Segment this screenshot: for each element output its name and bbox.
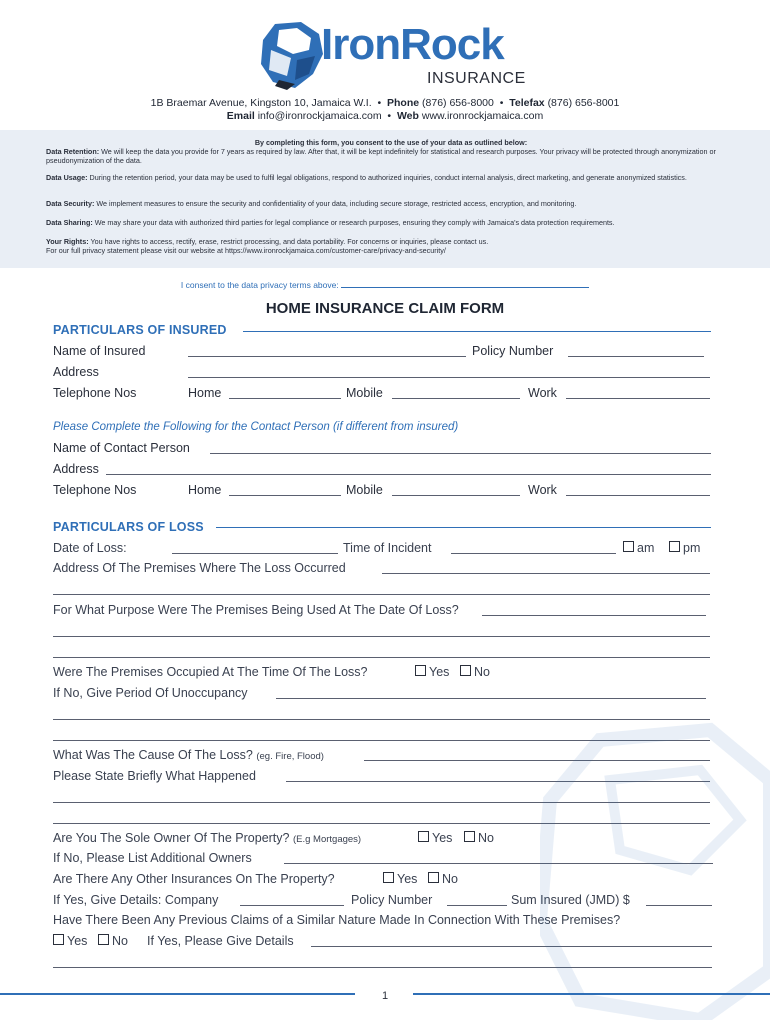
sharing-label: Data Sharing: (46, 218, 93, 227)
sole-owner-no-label: No (478, 831, 494, 845)
home-phone-label: Home (188, 386, 222, 400)
separator: • (377, 97, 382, 109)
contact-work-field[interactable] (566, 495, 710, 496)
contact-telephone-label: Telephone Nos (53, 483, 137, 497)
company-label: If Yes, Give Details: Company (53, 893, 219, 907)
time-of-incident-label: Time of Incident (343, 541, 432, 555)
occupied-label: Were The Premises Occupied At The Time Of The Loss? (53, 665, 368, 679)
contact-person-note: Please Complete the Following for the Contact Person (if different from insured) (53, 421, 459, 433)
occupied-no-label: No (474, 665, 490, 679)
briefly-label: Please State Briefly What Happened (53, 769, 256, 783)
contact-line-2 (0, 110, 770, 122)
pm-label: pm (683, 541, 701, 555)
security-label: Data Security: (46, 199, 95, 208)
previous-claims-no-label: No (112, 934, 128, 948)
time-of-incident-field[interactable] (451, 553, 616, 554)
occupied-yes-checkbox[interactable] (415, 665, 426, 676)
home-phone-field[interactable] (229, 398, 341, 399)
purpose-label: For What Purpose Were The Premises Being Used At The Date Of Loss? (53, 603, 459, 617)
section-divider (243, 331, 711, 332)
website-link[interactable]: www.ironrockjamaica.com (421, 110, 544, 122)
web-label: Web (396, 110, 419, 122)
ironrock-logo-icon (257, 20, 327, 92)
other-insurances-no-checkbox[interactable] (428, 872, 439, 883)
company-address: 1B Braemar Avenue, Kingston 10, Jamaica W.I. (150, 97, 372, 109)
contact-person-name-label: Name of Contact Person (53, 441, 190, 455)
email-label: Email (226, 110, 255, 122)
sole-owner-no-checkbox[interactable] (464, 831, 475, 842)
watermark-rock-icon (540, 720, 770, 1020)
work-phone-field[interactable] (566, 398, 710, 399)
date-of-loss-field[interactable] (172, 553, 338, 554)
purpose-field[interactable] (482, 615, 706, 616)
date-of-loss-label: Date of Loss: (53, 541, 127, 555)
other-insurances-yes-checkbox[interactable] (383, 872, 394, 883)
privacy-usage (46, 173, 736, 182)
other-insurances-no-label: No (442, 872, 458, 886)
sharing-text: We may share your data with authorized third parties for legal compliance or research purposes, ensuring they comply with Jamaica's data protection requirements. (94, 218, 615, 227)
contact-mobile-label: Mobile (346, 483, 383, 497)
other-insurances-label: Are There Any Other Insurances On The Property? (53, 872, 335, 886)
pm-checkbox[interactable] (669, 541, 680, 552)
other-policy-number-field[interactable] (447, 905, 507, 906)
contact-work-label: Work (528, 483, 557, 497)
am-checkbox[interactable] (623, 541, 634, 552)
contact-home-label: Home (188, 483, 222, 497)
usage-text: During the retention period, your data may be used to fulfil legal obligations, respond to authorized inquiries, conduct internal analysis, direct marketing, and generate anonymized statistics. (89, 173, 687, 182)
premises-address-field-2[interactable] (53, 594, 710, 595)
cause-label (53, 748, 324, 762)
contact-home-field[interactable] (229, 495, 341, 496)
phone-value: (876) 656-8000 (422, 97, 494, 109)
mobile-phone-field[interactable] (392, 398, 520, 399)
policy-number-label: Policy Number (472, 344, 554, 358)
rights-label: Your Rights: (46, 237, 89, 246)
previous-claims-no-checkbox[interactable] (98, 934, 109, 945)
address-field[interactable] (188, 377, 710, 378)
separator: • (499, 97, 504, 109)
consent-label: I consent to the data privacy terms above: (180, 280, 339, 290)
consent-signature-field[interactable] (341, 279, 589, 288)
contact-line-1 (0, 97, 770, 109)
address-label: Address (53, 365, 99, 379)
sole-owner-label (53, 831, 361, 845)
sole-owner-example: (E.g Mortgages) (292, 834, 362, 845)
section-divider (216, 527, 711, 528)
contact-mobile-field[interactable] (392, 495, 520, 496)
policy-number-field[interactable] (568, 356, 704, 357)
give-details-label: If Yes, Please Give Details (147, 934, 294, 948)
retention-text: We will keep the data you provide for 7 years as required by law. After that, it will be kept indefinitely for statistical and research purposes. Your privacy will be protected through anonymization or pseudonymization of the data. (46, 147, 716, 166)
sole-owner-text: Are You The Sole Owner Of The Property? (53, 831, 290, 845)
premises-address-label: Address Of The Premises Where The Loss Occurred (53, 561, 346, 575)
section-heading-insured: PARTICULARS OF INSURED (53, 323, 227, 337)
name-of-insured-field[interactable] (188, 356, 466, 357)
telephone-label: Telephone Nos (53, 386, 137, 400)
other-owners-label: If No, Please List Additional Owners (53, 851, 252, 865)
page-number: 1 (381, 990, 389, 1002)
consent-line (0, 279, 770, 290)
security-text: We implement measures to ensure the security and confidentiality of your data, including secure storage, restricted access, encryption, and monitoring. (96, 199, 577, 208)
unoccupancy-label: If No, Give Period Of Unoccupancy (53, 686, 248, 700)
email-link[interactable]: info@ironrockjamaica.com (257, 110, 382, 122)
sole-owner-yes-label: Yes (432, 831, 453, 845)
rights-text: You have rights to access, rectify, erase, restrict processing, and data portability. For concerns or inquiries, please contact us. (90, 237, 489, 246)
previous-claims-label: Have There Been Any Previous Claims of a Similar Nature Made In Connection With These Premises? (53, 913, 621, 927)
mobile-phone-label: Mobile (346, 386, 383, 400)
privacy-security (46, 199, 736, 208)
sum-insured-label: Sum Insured (JMD) $ (511, 893, 630, 907)
privacy-sharing (46, 218, 736, 227)
occupied-yes-label: Yes (429, 665, 450, 679)
usage-label: Data Usage: (46, 173, 88, 182)
sole-owner-yes-checkbox[interactable] (418, 831, 429, 842)
purpose-field-2[interactable] (53, 636, 710, 637)
logo-subtitle: INSURANCE (427, 70, 526, 87)
logo-wordmark: IronRock (321, 20, 504, 69)
contact-person-name-field[interactable] (210, 453, 711, 454)
occupied-no-checkbox[interactable] (460, 665, 471, 676)
privacy-intro: By completing this form, you consent to the use of your data as outlined below: (254, 138, 528, 147)
phone-label: Phone (387, 97, 420, 109)
previous-claims-yes-checkbox[interactable] (53, 934, 64, 945)
name-of-insured-label: Name of Insured (53, 344, 146, 358)
separator: • (387, 110, 392, 122)
section-heading-loss: PARTICULARS OF LOSS (53, 520, 204, 534)
cause-example: (eg. Fire, Flood) (256, 751, 324, 762)
contact-address-label: Address (53, 462, 99, 476)
telefax-value: (876) 656-8001 (547, 97, 620, 109)
unoccupancy-field[interactable] (276, 698, 706, 699)
premises-address-field[interactable] (382, 573, 710, 574)
contact-address-field[interactable] (106, 474, 711, 475)
company-field[interactable] (240, 905, 344, 906)
privacy-full-statement: For our full privacy statement please visit our website at https://www.ironrockjamaica.com/customer-care/privacy-and-security/ (46, 246, 446, 255)
privacy-rights (46, 237, 736, 246)
other-policy-number-label: Policy Number (351, 893, 433, 907)
retention-label: Data Retention: (46, 147, 100, 156)
work-phone-label: Work (528, 386, 557, 400)
form-title: HOME INSURANCE CLAIM FORM (265, 300, 505, 317)
privacy-retention (46, 147, 736, 165)
previous-claims-yes-label: Yes (67, 934, 88, 948)
am-label: am (637, 541, 655, 555)
cause-text: What Was The Cause Of The Loss? (53, 748, 253, 762)
other-insurances-yes-label: Yes (397, 872, 418, 886)
telefax-label: Telefax (509, 97, 545, 109)
purpose-field-3[interactable] (53, 657, 710, 658)
